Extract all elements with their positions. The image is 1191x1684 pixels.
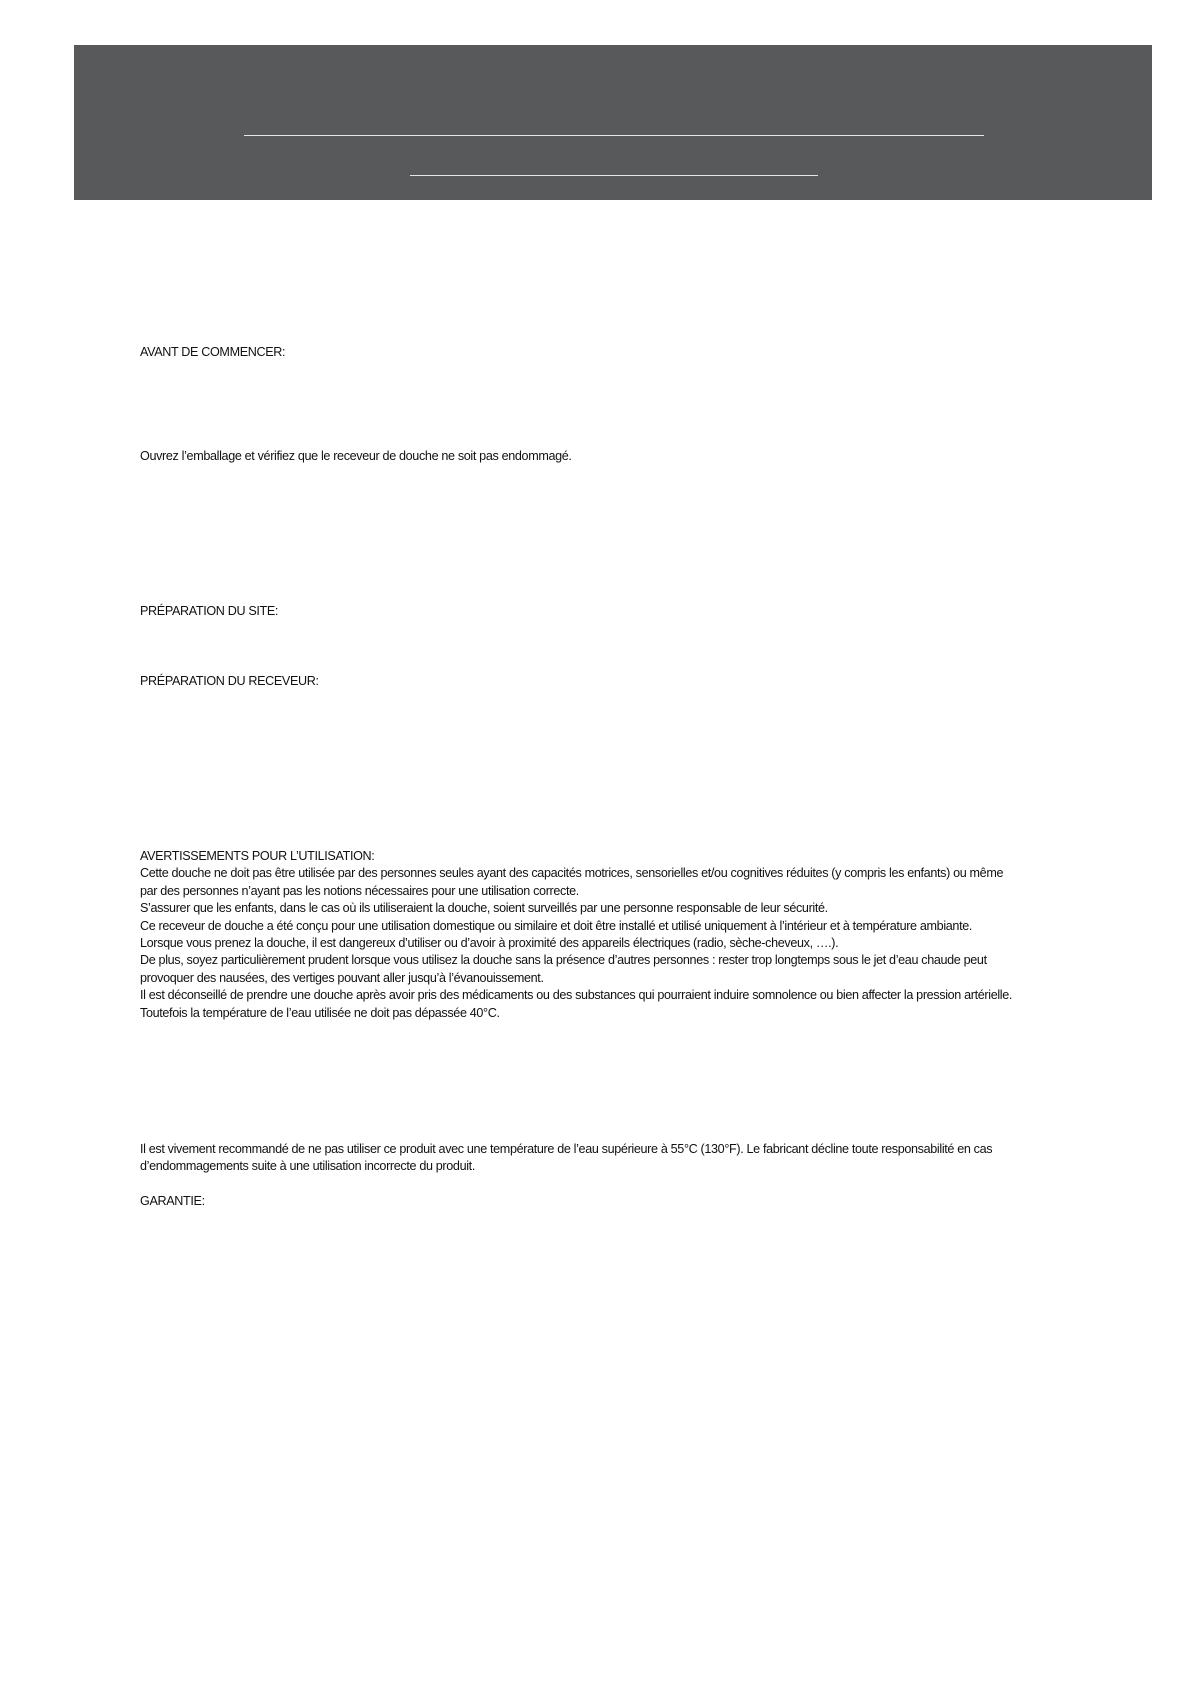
header-rule-top (244, 135, 984, 136)
avertissement-line: Ce receveur de douche a été conçu pour une utilisation domestique ou similaire et doit être installé et utilisé uniquement à l’intérieur et à température ambiante. (140, 918, 973, 933)
heading-preparation-receveur: PRÉPARATION DU RECEVEUR: (140, 674, 319, 688)
avertissement-line: S’assurer que les enfants, dans le cas où ils utiliseraient la douche, soient surveillés par une personne responsable de leur sécurité. (140, 901, 828, 916)
recommandation-line: d’endommagements suite à une utilisation incorrecte du produit. (140, 1159, 475, 1174)
avertissements-block (140, 848, 1090, 1022)
recommandation-line: Il est vivement recommandé de ne pas utiliser ce produit avec une température de l’eau supérieure à 55°C (130°F). Le fabricant décline toute responsabilité en cas (140, 1142, 993, 1156)
heading-avertissements: AVERTISSEMENTS POUR L’UTILISATION: (140, 849, 375, 863)
header-rule-bottom (410, 175, 818, 176)
header-band (74, 45, 1152, 200)
avertissement-line: Toutefois la température de l’eau utilisée ne doit pas dépassée 40°C. (140, 1005, 500, 1020)
heading-preparation-site: PRÉPARATION DU SITE: (140, 604, 279, 618)
recommandation-block (140, 1141, 1090, 1176)
avertissement-line: De plus, soyez particulièrement prudent lorsque vous utilisez la douche sans la présence d’autres personnes : rester trop longtemps sous le jet d’eau chaude peut (140, 953, 987, 968)
avertissement-line: par des personnes n’ayant pas les notions nécessaires pour une utilisation correcte. (140, 883, 579, 898)
avertissement-line: Lorsque vous prenez la douche, il est dangereux d’utiliser ou d’avoir à proximité des appareils électriques (radio, sèche-cheveux, ….). (140, 936, 839, 951)
heading-avant-de-commencer: AVANT DE COMMENCER: (140, 345, 286, 359)
avertissement-line: Cette douche ne doit pas être utilisée par des personnes seules ayant des capacités motrices, sensorielles et/ou cognitives réduites (y compris les enfants) ou même (140, 866, 1004, 881)
avertissement-line: provoquer des nausées, des vertiges pouvant aller jusqu’à l’évanouissement. (140, 970, 544, 985)
heading-garantie: GARANTIE: (140, 1194, 205, 1208)
text-ouvrez-emballage: Ouvrez l’emballage et vérifiez que le receveur de douche ne soit pas endommagé. (140, 449, 572, 463)
avertissement-line: Il est déconseillé de prendre une douche après avoir pris des médicaments ou des substances qui pourraient induire somnolence ou bien affecter la pression artérielle. (140, 988, 1013, 1003)
